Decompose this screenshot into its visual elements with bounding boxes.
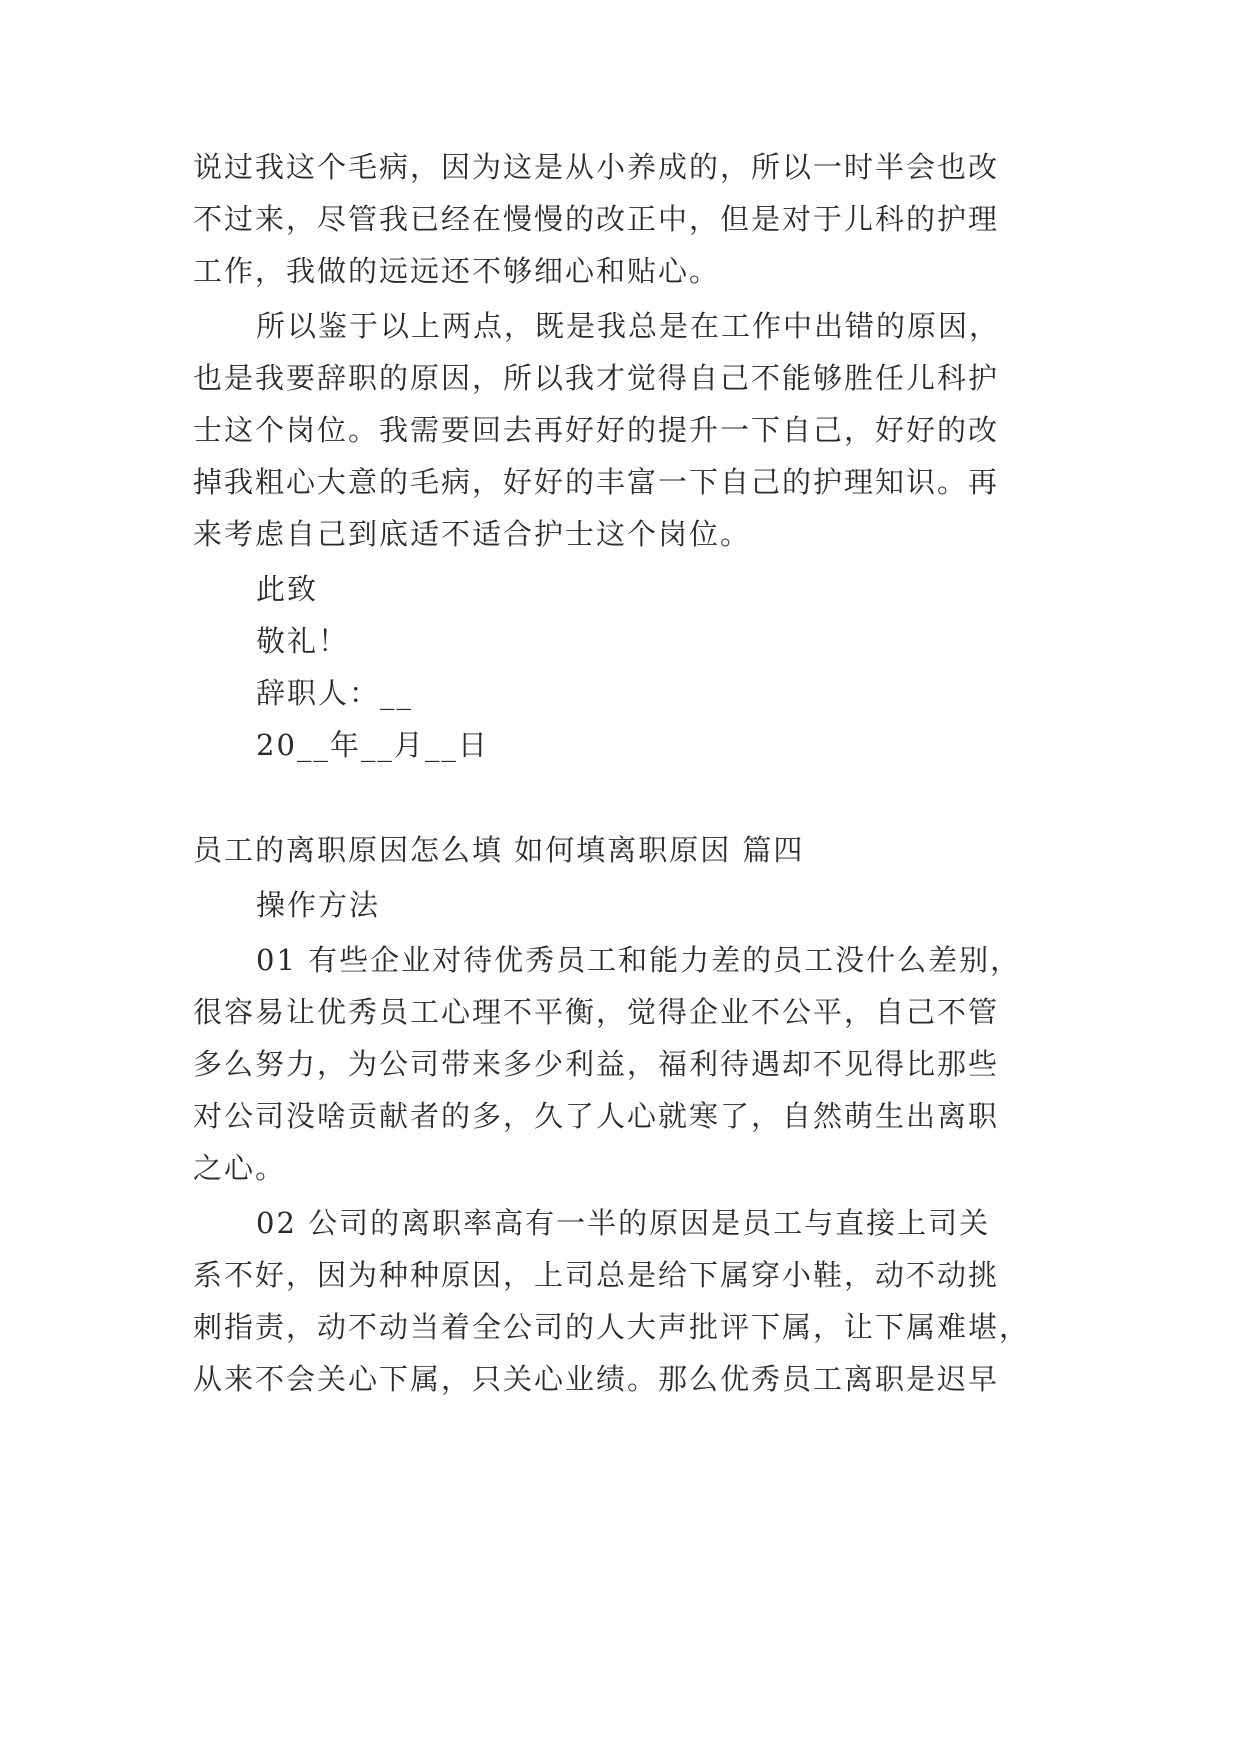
body-line: 02 公司的离职率高有一半的原因是员工与直接上司关 <box>256 1206 991 1240</box>
body-line: 来考虑自己到底适不适合护士这个岗位。 <box>193 517 752 551</box>
body-line: 不过来，尽管我已经在慢慢的改正中，但是对于儿科的护理 <box>193 202 1000 236</box>
body-line: 刺指责，动不动当着全公司的人大声批评下属，让下属难堪， <box>193 1310 1031 1344</box>
section-subheading: 操作方法 <box>256 888 381 922</box>
closing-respect: 敬礼！ <box>256 624 350 658</box>
body-line: 掉我粗心大意的毛病，好好的丰富一下自己的护理知识。再 <box>193 465 1000 499</box>
body-line: 多么努力，为公司带来多少利益，福利待遇却不见得比那些 <box>193 1047 1000 1081</box>
body-line: 01 有些企业对待优秀员工和能力差的员工没什么差别， <box>256 943 1022 977</box>
body-line: 工作，我做的远远还不够细心和贴心。 <box>193 254 721 288</box>
body-line: 很容易让优秀员工心理不平衡，觉得企业不公平，自己不管 <box>193 995 1000 1029</box>
closing-salutation: 此致 <box>256 572 319 606</box>
section-heading: 员工的离职原因怎么填 如何填离职原因 篇四 <box>193 833 805 867</box>
body-line: 所以鉴于以上两点，既是我总是在工作中出错的原因， <box>256 309 1001 343</box>
body-line: 对公司没啥贡献者的多，久了人心就寒了，自然萌生出离职 <box>193 1099 1000 1133</box>
body-line: 士这个岗位。我需要回去再好好的提升一下自己，好好的改 <box>193 413 1000 447</box>
body-line: 从来不会关心下属，只关心业绩。那么优秀员工离职是迟早 <box>193 1362 1000 1396</box>
body-line: 说过我这个毛病，因为这是从小养成的，所以一时半会也改 <box>193 150 1000 184</box>
body-line: 之心。 <box>193 1151 287 1185</box>
closing-date: 20__年__月__日 <box>256 728 489 762</box>
body-line: 系不好，因为种种原因，上司总是给下属穿小鞋，动不动挑 <box>193 1258 1000 1292</box>
body-line: 也是我要辞职的原因，所以我才觉得自己不能够胜任儿科护 <box>193 361 1000 395</box>
closing-signer: 辞职人：__ <box>256 676 414 710</box>
